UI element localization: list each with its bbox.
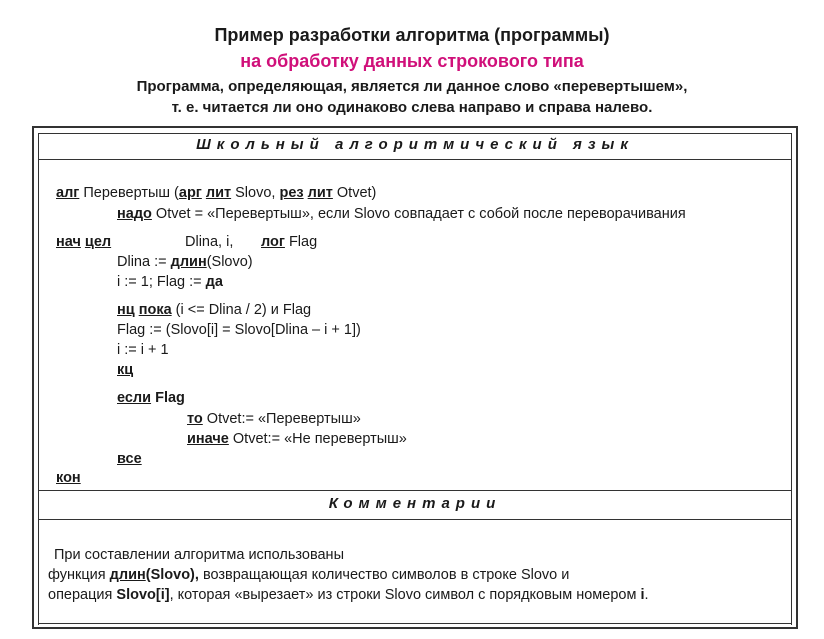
code-line-8 <box>117 342 169 358</box>
right-inner-border <box>791 158 792 625</box>
code-text: (i <= Dlina / 2) и Flag <box>171 302 312 318</box>
comment-bold: (Slovo), <box>145 567 199 583</box>
comment-text: , которая «вырезает» из строки Slovo символ с порядковым номером <box>169 587 641 603</box>
intro-line-1: Программа, определяющая, является ли данное слово «перевертышем», <box>136 78 688 95</box>
code-line-7 <box>117 322 361 338</box>
code-text: (Slovo) <box>206 254 253 270</box>
keyword: то <box>187 411 203 427</box>
code-text: i := 1; Flag := <box>117 274 206 290</box>
keyword: надо <box>117 206 152 222</box>
keyword: все <box>117 451 142 467</box>
code-bold: Flag <box>155 390 185 406</box>
code-text: Перевертыш ( <box>79 185 179 201</box>
comment-text: При составлении алгоритма использованы <box>54 547 344 563</box>
code-line-14 <box>56 470 81 486</box>
keyword: цел <box>84 234 112 250</box>
code-text: i := i + 1 <box>117 342 169 358</box>
keyword: кон <box>56 470 81 486</box>
left-inner-border <box>38 158 39 625</box>
code-line-12 <box>187 431 407 447</box>
code-text: Otvet = «Перевертыш», если Slovo совпадает с собой после переворачивания <box>151 206 686 222</box>
keyword: алг <box>56 185 80 201</box>
comment-bold: i <box>640 587 645 603</box>
code-text: Dlina, i, <box>185 234 234 250</box>
code-line-3 <box>56 234 111 250</box>
comment-line-2 <box>48 567 569 583</box>
keyword: арг <box>178 185 202 201</box>
code-line-3-flag <box>261 234 317 250</box>
keyword: лит <box>307 185 333 201</box>
comments-section-header: Комментарии <box>38 490 792 520</box>
code-line-6 <box>117 302 311 318</box>
keyword: лог <box>261 234 285 250</box>
code-text: Slovo, <box>231 185 280 201</box>
comment-text: . <box>644 587 649 603</box>
code-text: Otvet:= «Не перевертыш» <box>228 431 407 447</box>
keyword: лит <box>205 185 232 201</box>
code-line-4 <box>117 254 253 270</box>
page-subtitle: на обработку данных строкового типа <box>240 51 584 71</box>
comment-bold: Slovo[i] <box>116 587 170 603</box>
keyword: рез <box>279 185 304 201</box>
code-line-13 <box>117 451 142 467</box>
comment-text: возвращающая количество символов в строке Slovo и <box>198 567 570 583</box>
keyword: иначе <box>187 431 229 447</box>
keyword: если <box>117 390 152 406</box>
code-line-11 <box>187 411 361 427</box>
comment-text: операция <box>48 587 117 603</box>
code-text: Flag <box>284 234 318 250</box>
code-line-1 <box>56 185 376 201</box>
algorithm-table <box>32 126 798 629</box>
code-line-9 <box>117 362 133 378</box>
code-bold: да <box>205 274 223 290</box>
keyword: нач <box>56 234 81 250</box>
comment-line-1 <box>54 547 344 563</box>
intro-line-2: т. е. читается ли оно одинаково слева направо и справа налево. <box>171 99 653 116</box>
code-line-3-vars <box>185 234 233 250</box>
code-section-header: Школьный алгоритмический язык <box>38 133 792 160</box>
keyword: пока <box>138 302 172 318</box>
bottom-inner-border <box>38 623 792 624</box>
keyword: нц <box>117 302 135 318</box>
code-text: Dlina := <box>117 254 171 270</box>
code-line-10 <box>117 390 185 406</box>
comment-line-3 <box>48 587 649 603</box>
code-text: Otvet:= «Перевертыш» <box>202 411 361 427</box>
comment-text: функция <box>48 567 110 583</box>
code-line-2 <box>117 206 686 222</box>
page-title: Пример разработки алгоритма (программы) <box>214 25 610 45</box>
keyword: длин <box>109 567 146 583</box>
code-line-5 <box>117 274 223 290</box>
keyword: длин <box>170 254 207 270</box>
keyword: кц <box>117 362 134 378</box>
code-text: Flag := (Slovo[i] = Slovo[Dlina – i + 1]) <box>117 322 361 338</box>
code-text: Otvet) <box>332 185 377 201</box>
